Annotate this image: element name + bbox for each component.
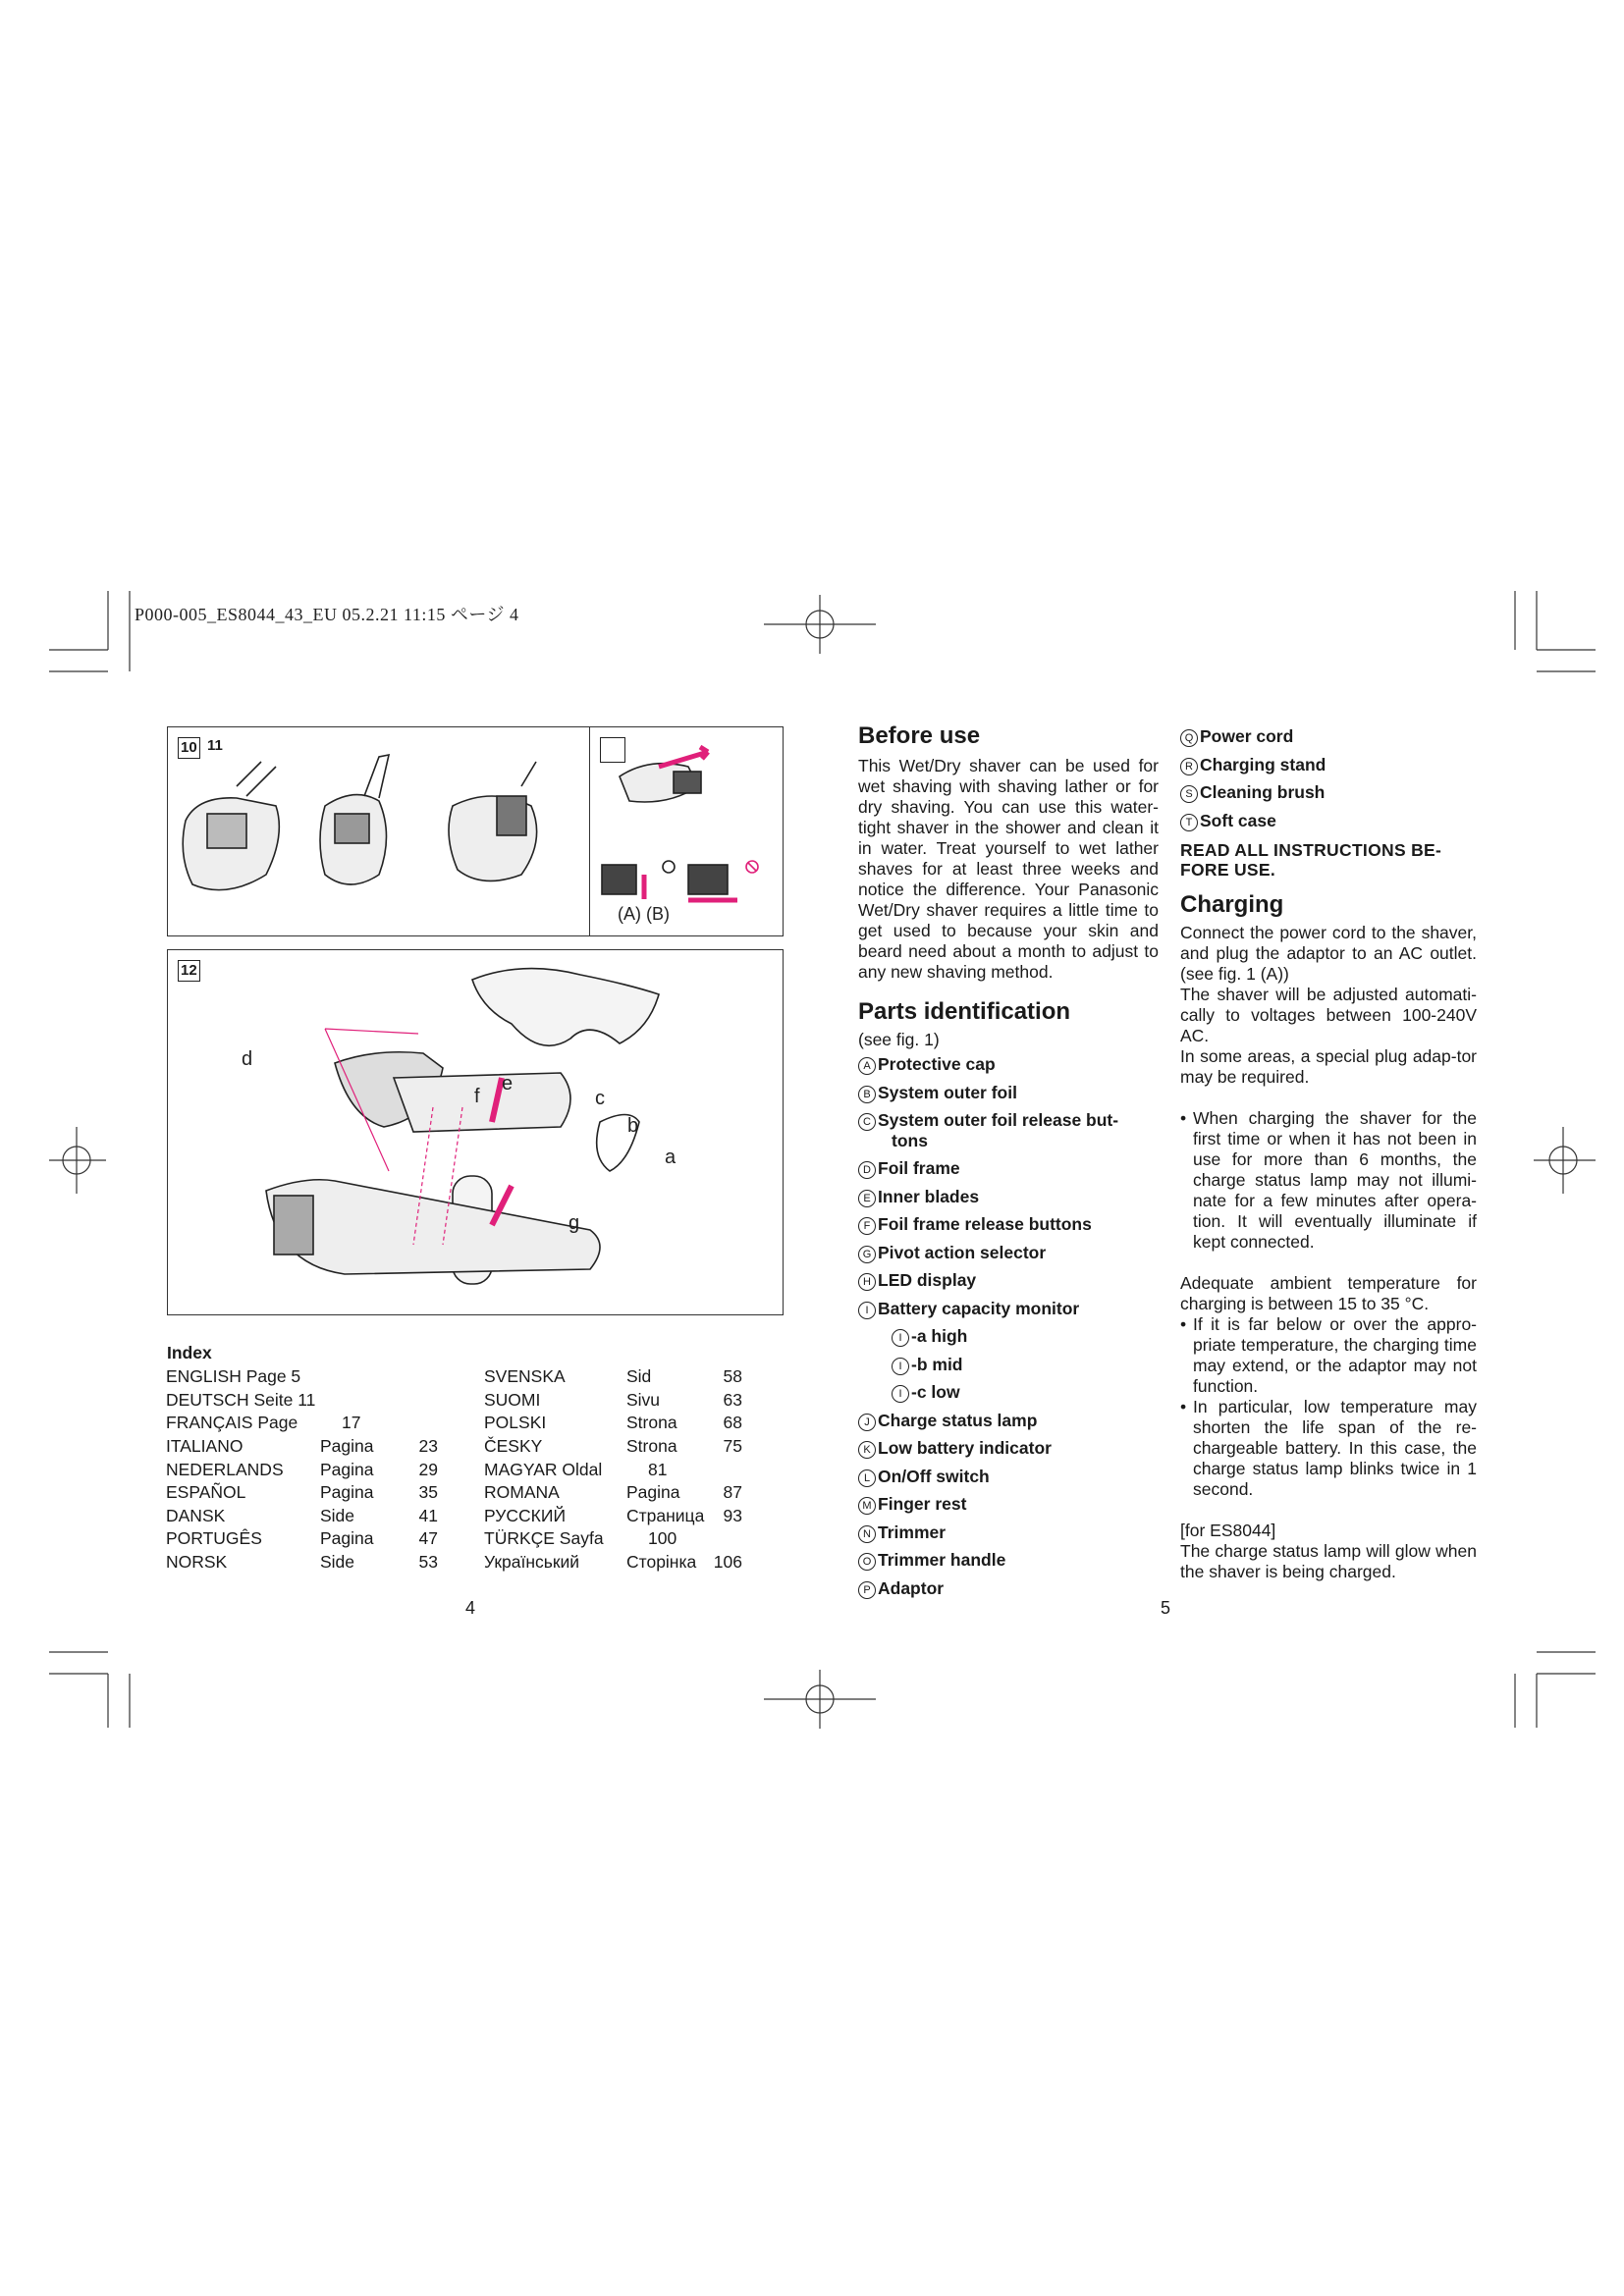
- page-number-left: 4: [465, 1598, 476, 1618]
- index-word: Sivu: [626, 1389, 661, 1410]
- before-use-text: This Wet/Dry shaver can be used for wet shaving with shaving lather or for dry shaving. You can use this water-tight shaver in the shower and clean it in water. Treat yourself to wet lather shaves for at least three weeks and notice the difference. Your Panasonic Wet/Dry shaver requires a little time to get used to because your skin and beard need about a month to adjust to any new shaving method.: [858, 756, 1159, 982]
- index-lang: MAGYAR Oldal: [484, 1459, 603, 1479]
- part-label: System outer foil: [878, 1082, 1017, 1102]
- figure-number: 11: [207, 737, 223, 754]
- index-word: Pagina: [320, 1528, 374, 1549]
- part-item: [858, 1050, 1159, 1079]
- part-label: Protective cap: [878, 1054, 996, 1074]
- part-letter: L: [858, 1469, 876, 1487]
- label-f: f: [474, 1086, 480, 1107]
- charging-p2: The shaver will be adjusted automati-cally to voltages between 100-240V AC.: [1180, 985, 1477, 1045]
- figure-comb-trimmer: [589, 726, 784, 936]
- part-letter: S: [1180, 785, 1198, 803]
- part-item: [1180, 778, 1477, 807]
- part-item: [858, 1378, 1159, 1407]
- index-word: Side: [320, 1552, 355, 1573]
- index-page: [713, 1458, 742, 1481]
- index-row: [166, 1505, 438, 1528]
- charging-model: [for ES8044]: [1180, 1521, 1276, 1540]
- index-page: 23: [418, 1436, 438, 1457]
- index-row: [166, 1458, 438, 1481]
- part-label: Charge status lamp: [878, 1410, 1038, 1430]
- index-page: 29: [418, 1459, 438, 1479]
- index-word: [320, 1389, 399, 1413]
- part-letter: C: [858, 1113, 876, 1131]
- index-word: [320, 1365, 399, 1389]
- part-label: Battery capacity monitor: [878, 1298, 1080, 1318]
- part-letter: I: [858, 1302, 876, 1319]
- index-row: [484, 1505, 742, 1528]
- column-before-use: [858, 722, 1159, 1602]
- label-g: g: [568, 1212, 580, 1234]
- part-label: Foil frame: [878, 1158, 960, 1178]
- index-lang: FRANÇAIS Page: [166, 1413, 298, 1433]
- index-word: Страница: [626, 1505, 705, 1525]
- part-letter: P: [858, 1581, 876, 1599]
- part-label: Trimmer handle: [878, 1550, 1006, 1570]
- index-lang: TÜRKÇE Sayfa: [484, 1528, 604, 1549]
- index-page: 53: [418, 1552, 438, 1573]
- index-page: [399, 1389, 438, 1413]
- part-item: [858, 1106, 1159, 1154]
- index-page: 58: [723, 1366, 742, 1387]
- page-number-right: 5: [1161, 1598, 1171, 1618]
- index-word: Pagina: [626, 1482, 680, 1503]
- part-label: System outer foil release but-: [878, 1110, 1119, 1130]
- part-letter: A: [858, 1057, 876, 1075]
- index-row: [484, 1481, 742, 1505]
- index-lang: DANSK: [166, 1505, 226, 1525]
- part-letter: D: [858, 1161, 876, 1179]
- index-row: [166, 1365, 438, 1389]
- part-item: [858, 1463, 1159, 1491]
- index-page: [399, 1412, 438, 1435]
- parts-see-fig: (see fig. 1): [858, 1030, 940, 1049]
- index-word: Strona: [626, 1436, 677, 1457]
- index-lang: РУССКИЙ: [484, 1505, 567, 1525]
- part-letter: J: [858, 1414, 876, 1431]
- part-label: Charging stand: [1200, 754, 1326, 774]
- part-letter: I: [892, 1329, 909, 1347]
- parts-title: Parts identification: [858, 998, 1071, 1025]
- index-page: 75: [723, 1436, 742, 1457]
- part-letter: O: [858, 1553, 876, 1571]
- part-item: [858, 1210, 1159, 1239]
- part-label: -b mid: [911, 1354, 963, 1374]
- part-label: -a high: [911, 1326, 968, 1346]
- part-item: [858, 1183, 1159, 1211]
- index-page: 106: [713, 1552, 742, 1573]
- part-letter: Q: [1180, 729, 1198, 747]
- index-page: [399, 1365, 438, 1389]
- part-item: [858, 1434, 1159, 1463]
- part-letter: F: [858, 1217, 876, 1235]
- part-label: Trimmer: [878, 1522, 947, 1542]
- index-page: 63: [723, 1389, 742, 1410]
- index-page: 93: [723, 1505, 742, 1525]
- index-lang: Українcький: [484, 1552, 580, 1573]
- index-row: [484, 1412, 742, 1435]
- index-row: [166, 1389, 438, 1413]
- part-item: [858, 1154, 1159, 1183]
- part-item: [858, 1519, 1159, 1547]
- index-table-right: [484, 1365, 742, 1574]
- index-lang: DEUTSCH Seite 11: [166, 1389, 316, 1410]
- label-e: e: [502, 1073, 514, 1095]
- part-item: [1180, 807, 1477, 835]
- part-label: Foil frame release buttons: [878, 1214, 1092, 1234]
- index-row: [484, 1551, 742, 1575]
- part-label: Finger rest: [878, 1494, 967, 1514]
- index-page: 35: [418, 1482, 438, 1503]
- part-letter: K: [858, 1441, 876, 1459]
- index-page: 68: [723, 1413, 742, 1433]
- charging-bullet-3: • In particular, low temperature may shorten the life span of the re-chargeable battery. In this case, the charge status lamp blinks twice in 1 second.: [1180, 1397, 1477, 1500]
- part-letter: H: [858, 1273, 876, 1291]
- index-table-left: [166, 1365, 438, 1574]
- charging-bullet-2: • If it is far below or over the appro-priate temperature, the charging time may extend, or the adaptor may not function.: [1180, 1314, 1477, 1397]
- label-a: a: [665, 1147, 677, 1168]
- part-item: [858, 1546, 1159, 1575]
- figure-caption: (A) (B): [618, 904, 670, 924]
- index-page: 41: [418, 1505, 438, 1525]
- part-item: [858, 1490, 1159, 1519]
- index-row: [484, 1527, 742, 1551]
- index-row: [166, 1412, 438, 1435]
- figure-12: [167, 949, 784, 1315]
- part-label: Cleaning brush: [1200, 782, 1326, 802]
- index-page: 87: [723, 1482, 742, 1503]
- part-item: [858, 1575, 1159, 1603]
- part-item: [858, 1295, 1159, 1323]
- part-label: Soft case: [1200, 810, 1276, 830]
- index-word: 100: [648, 1528, 677, 1549]
- charging-title: Charging: [1180, 891, 1284, 918]
- part-letter: I: [892, 1358, 909, 1375]
- index-lang: POLSKI: [484, 1413, 547, 1433]
- part-item: [858, 1266, 1159, 1295]
- index-lang: PORTUGÊS: [166, 1528, 262, 1549]
- index-word: Sid: [626, 1366, 652, 1387]
- label-c: c: [595, 1088, 605, 1109]
- read-all-instructions: READ ALL INSTRUCTIONS BE-FORE USE.: [1180, 840, 1442, 880]
- index-word: 81: [648, 1459, 668, 1479]
- charging-p3: In some areas, a special plug adap-tor may be required.: [1180, 1046, 1477, 1087]
- part-item: [1180, 722, 1477, 751]
- part-item: [1180, 751, 1477, 779]
- part-item: [858, 1079, 1159, 1107]
- file-header: P000-005_ES8044_43_EU 05.2.21 11:15 ページ 4: [135, 605, 519, 624]
- index-word: Сторінка: [626, 1552, 697, 1573]
- before-use-title: Before use: [858, 722, 981, 749]
- figure-10-11: [167, 726, 591, 936]
- part-label: LED display: [878, 1270, 977, 1290]
- part-letter: M: [858, 1497, 876, 1515]
- parts-list: [858, 1050, 1159, 1602]
- part-letter: G: [858, 1246, 876, 1263]
- part-item: [858, 1351, 1159, 1379]
- index-lang: ENGLISH Page 5: [166, 1366, 301, 1387]
- index-lang: SUOMI: [484, 1389, 541, 1410]
- part-item: [858, 1322, 1159, 1351]
- charging-p1: Connect the power cord to the shaver, and plug the adaptor to an AC outlet. (see fig. 1 (A)): [1180, 923, 1477, 984]
- index-word: Strona: [626, 1413, 677, 1433]
- part-item: [858, 1239, 1159, 1267]
- shaver-cleaning-illustration: [168, 727, 590, 935]
- index-word: 17: [342, 1413, 361, 1433]
- charging-p4: Adequate ambient temperature for charging is between 15 to 35 °C.: [1180, 1273, 1477, 1313]
- index-row: [484, 1389, 742, 1413]
- column-charging: [1180, 722, 1477, 1582]
- index-word: Side: [320, 1505, 355, 1525]
- charging-bullet-1: • When charging the shaver for the first time or when it has not been in use for more than 6 months, the charge status lamp may not illumi-nate for a few minutes after opera-tion. It will eventually illuminate if kept connected.: [1180, 1108, 1477, 1253]
- part-label-continued: tons: [892, 1131, 928, 1150]
- part-label: On/Off switch: [878, 1466, 990, 1486]
- index-lang: NEDERLANDS: [166, 1459, 284, 1479]
- index-lang: NORSK: [166, 1552, 228, 1573]
- index-row: [484, 1365, 742, 1389]
- parts-list-continued: [1180, 722, 1477, 834]
- index-lang: SVENSKA: [484, 1366, 566, 1387]
- part-label: Inner blades: [878, 1186, 980, 1206]
- index-row: [166, 1527, 438, 1551]
- index-word: Pagina: [320, 1482, 374, 1503]
- part-label: Low battery indicator: [878, 1438, 1052, 1458]
- part-label: Adaptor: [878, 1577, 945, 1598]
- index-page: 47: [418, 1528, 438, 1549]
- index-word: Pagina: [320, 1436, 374, 1457]
- index-row: [166, 1481, 438, 1505]
- index-lang: ROMANA: [484, 1482, 560, 1503]
- part-letter: E: [858, 1190, 876, 1207]
- index-lang: ESPAÑOL: [166, 1482, 246, 1503]
- part-letter: T: [1180, 814, 1198, 831]
- part-letter: B: [858, 1086, 876, 1103]
- index-lang: ITALIANO: [166, 1436, 244, 1457]
- index-row: [484, 1458, 742, 1481]
- index-word: Pagina: [320, 1459, 374, 1479]
- index-page: [713, 1527, 742, 1551]
- figure-number: 12: [178, 960, 200, 982]
- index-lang: ČESKY: [484, 1436, 543, 1457]
- part-label: Power cord: [1200, 726, 1294, 746]
- part-letter: R: [1180, 758, 1198, 775]
- index-heading: Index: [167, 1343, 212, 1362]
- part-item: [858, 1407, 1159, 1435]
- part-letter: N: [858, 1525, 876, 1543]
- index-row: [166, 1435, 438, 1459]
- part-letter: I: [892, 1385, 909, 1403]
- part-label: Pivot action selector: [878, 1242, 1047, 1262]
- charging-p5: The charge status lamp will glow when the shaver is being charged.: [1180, 1541, 1477, 1581]
- part-label: -c low: [911, 1382, 960, 1402]
- label-b: b: [627, 1115, 639, 1137]
- figure-number: 10: [178, 737, 200, 759]
- label-d: d: [242, 1048, 253, 1070]
- disassembly-illustration: [168, 950, 783, 1314]
- index-row: [166, 1551, 438, 1575]
- index-row: [484, 1435, 742, 1459]
